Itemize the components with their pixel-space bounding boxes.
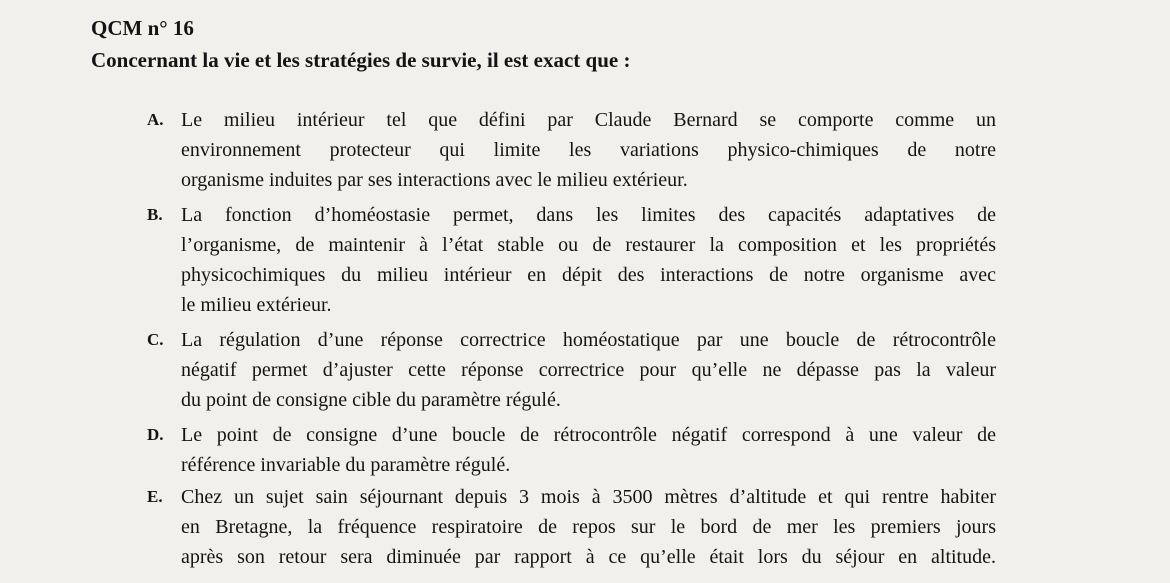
option-text-line: Chez un sujet sain séjournant depuis 3 mois à 3500 mètres d’altitude et qui rentre habiter — [181, 486, 996, 508]
option-b — [147, 200, 996, 320]
option-text-line: négatif permet d’ajuster cette réponse correctrice pour qu’elle ne dépasse pas la valeur — [181, 359, 996, 381]
option-text-line: Le point de consigne d’une boucle de rétrocontrôle négatif correspond à une valeur de — [181, 424, 996, 446]
option-d — [147, 420, 996, 480]
question-stem: Concernant la vie et les stratégies de survie, il est exact que : — [91, 48, 631, 72]
option-text-line: l’organisme, de maintenir à l’état stable ou de restaurer la composition et les propriétés — [181, 234, 996, 256]
option-text-line: Le milieu intérieur tel que défini par Claude Bernard se comporte comme un — [181, 109, 996, 131]
option-text-line: référence invariable du paramètre régulé. — [181, 454, 511, 476]
option-e — [147, 482, 996, 572]
option-text-line: La régulation d’une réponse correctrice homéostatique par une boucle de rétrocontrôle — [181, 329, 996, 351]
option-text-line: du point de consigne cible du paramètre régulé. — [181, 389, 561, 411]
option-text-line: physicochimiques du milieu intérieur en dépit des interactions de notre organisme avec — [181, 264, 996, 286]
option-letter: B. — [147, 205, 163, 224]
option-c — [147, 325, 996, 415]
question-number-title: QCM n° 16 — [91, 16, 194, 40]
option-letter: E. — [147, 487, 163, 506]
option-text-line: La fonction d’homéostasie permet, dans les limites des capacités adaptatives de — [181, 204, 996, 226]
option-text-line: en Bretagne, la fréquence respiratoire de repos sur le bord de mer les premiers jours — [181, 516, 996, 538]
option-text-line: après son retour sera diminuée par rapport à ce qu’elle était lors du séjour en altitude. — [181, 546, 996, 568]
option-text-line: environnement protecteur qui limite les variations physico-chimiques de notre — [181, 139, 996, 161]
option-text-line: organisme induites par ses interactions avec le milieu extérieur. — [181, 169, 688, 191]
option-letter: C. — [147, 330, 164, 349]
option-text-line: le milieu extérieur. — [181, 294, 332, 316]
option-a — [147, 105, 996, 195]
option-letter: D. — [147, 425, 164, 444]
option-letter: A. — [147, 110, 164, 129]
